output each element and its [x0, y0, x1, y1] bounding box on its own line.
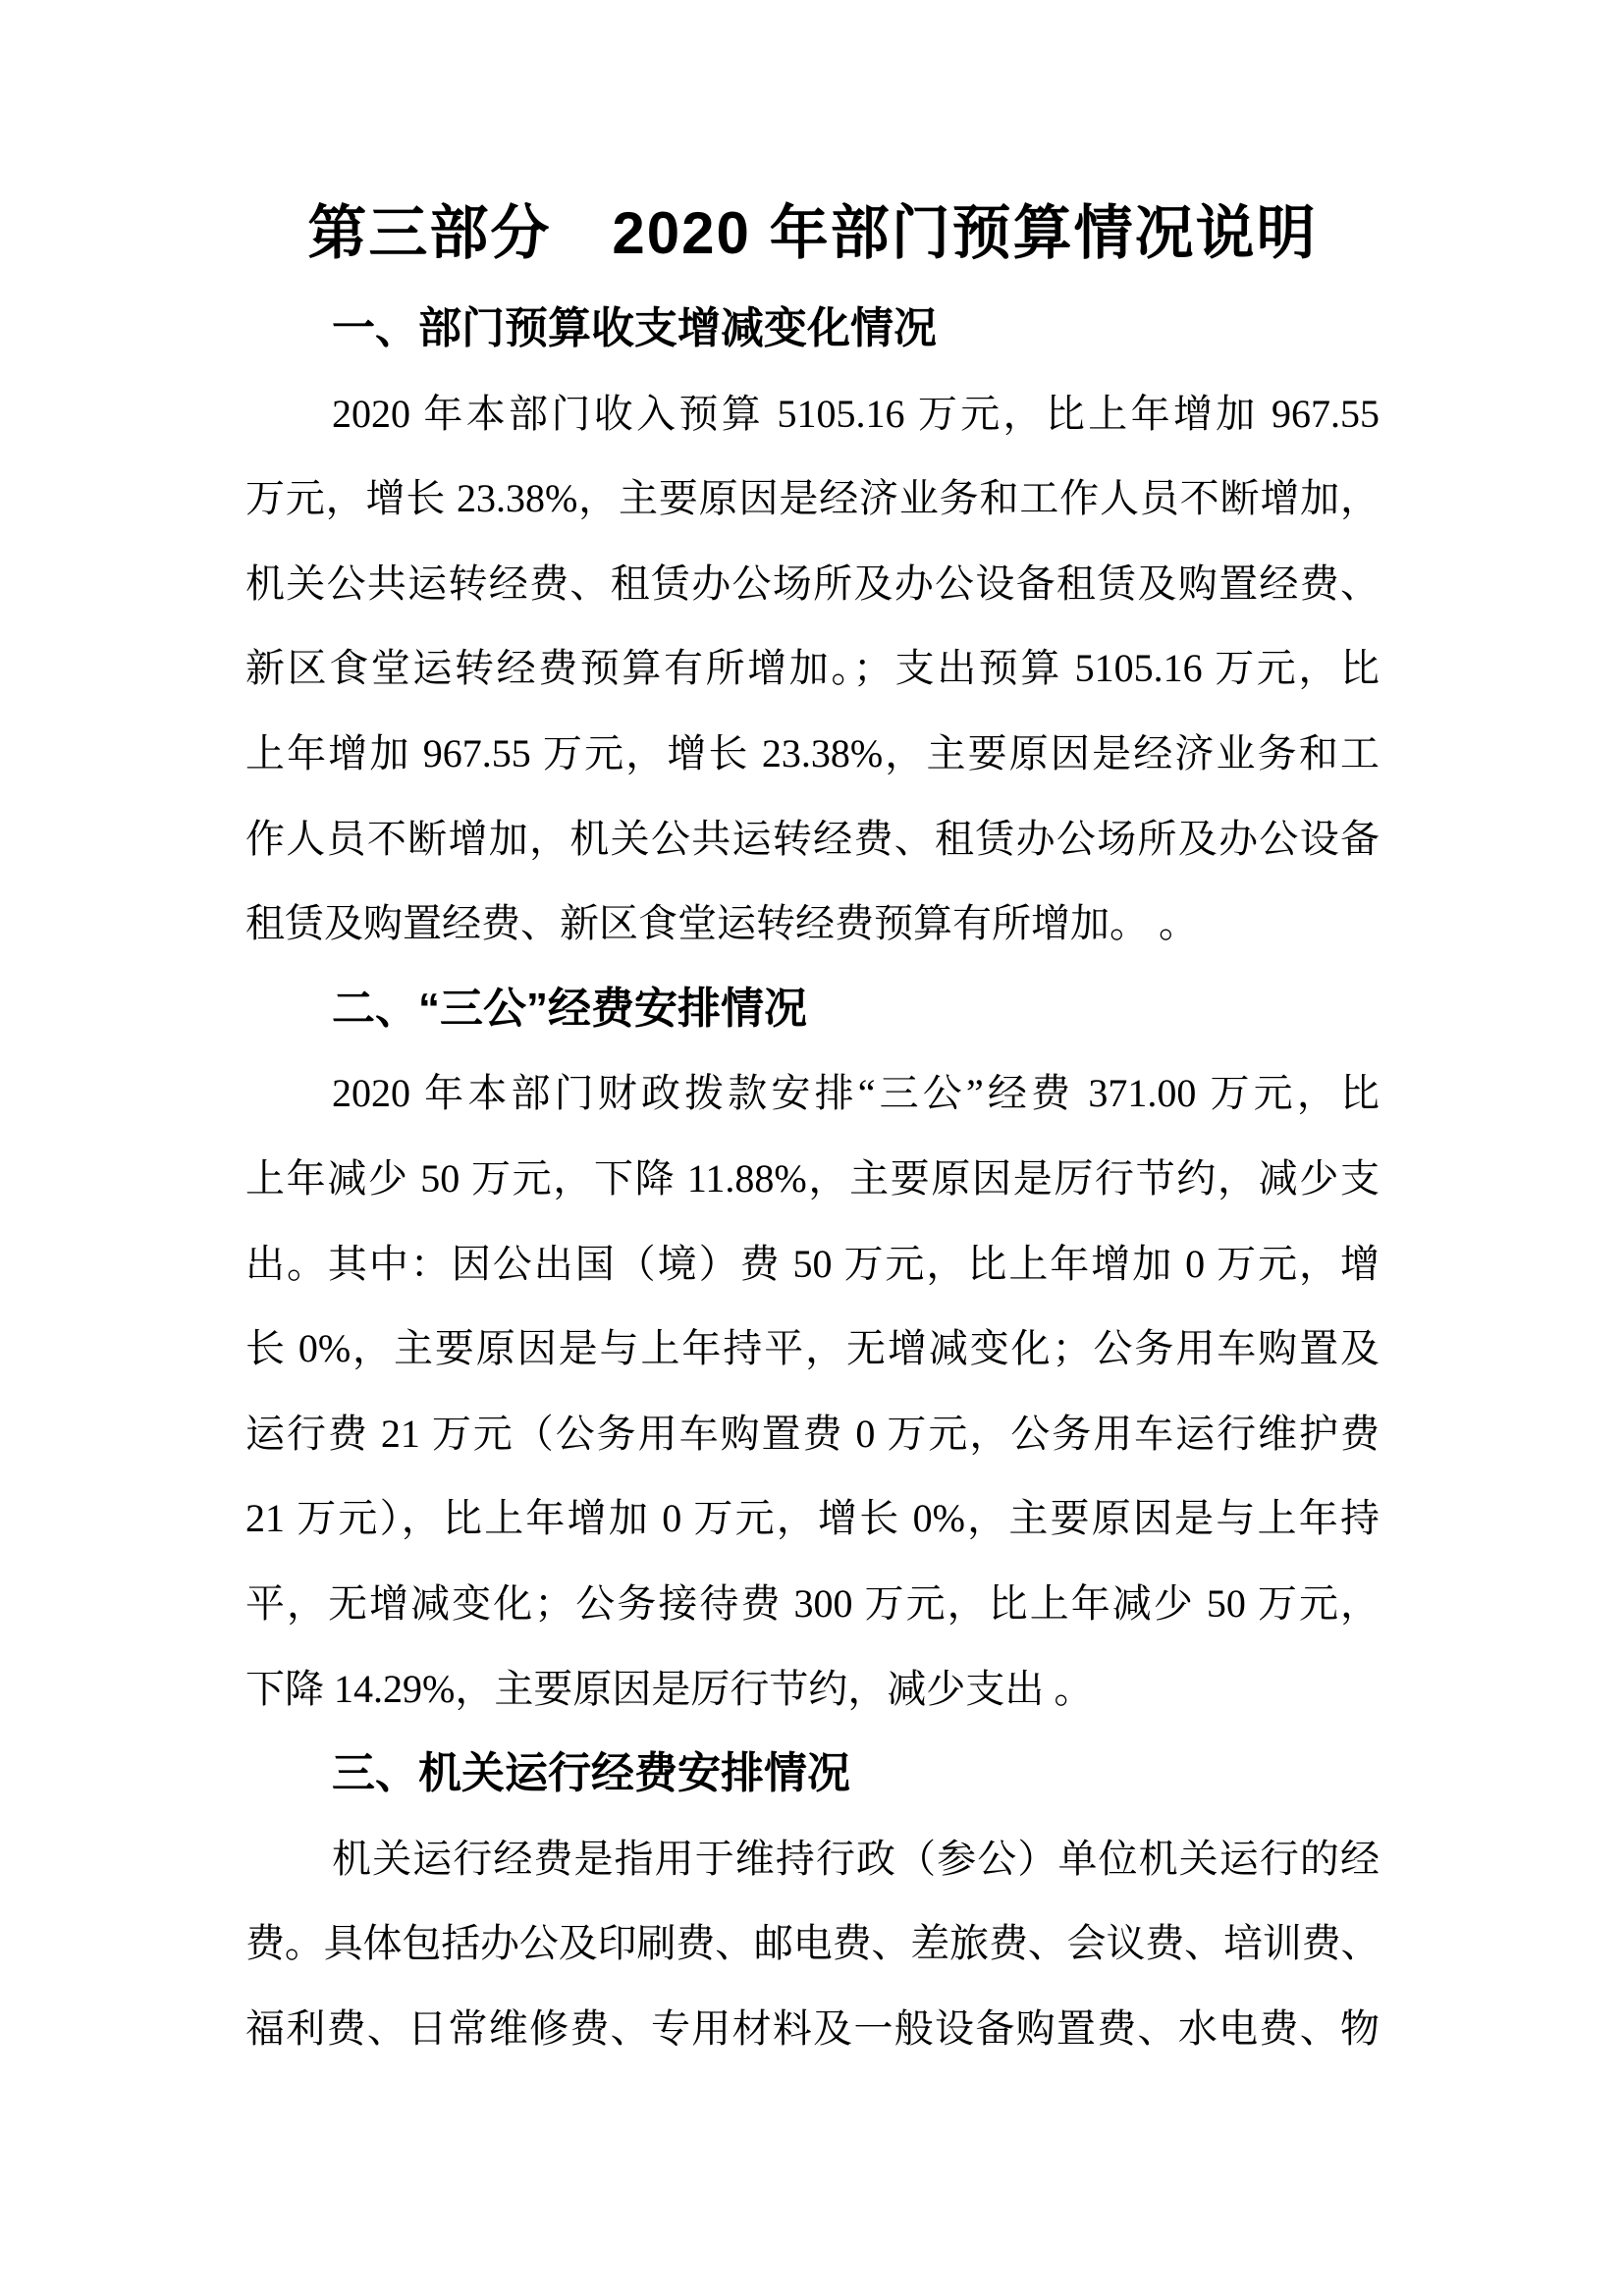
section-heading: 一、部门预算收支增减变化情况 — [332, 304, 937, 352]
body-line: 作人员不断增加，机关公共运转经费、租赁办公场所及办公设备 — [245, 816, 1380, 861]
section-heading: 三、机关运行经费安排情况 — [332, 1749, 850, 1798]
body-line: 租赁及购置经费、新区食堂运转经费预算有所增加。 。 — [245, 901, 1198, 946]
body-line: 运行费 21 万元（公务用车购置费 0 万元，公务用车运行维护费 — [245, 1411, 1380, 1456]
section-body — [245, 1817, 1380, 2072]
body-line: 机关公共运转经费、租赁办公场所及办公设备租赁及购置经费、 — [245, 561, 1380, 606]
body-line: 2020 年本部门收入预算 5105.16 万元，比上年增加 967.55 — [332, 391, 1380, 436]
body-line: 21 万元），比上年增加 0 万元，增长 0%，主要原因是与上年持 — [245, 1496, 1380, 1541]
body-line: 2020 年本部门财政拨款安排“三公”经费 371.00 万元，比 — [332, 1071, 1380, 1116]
body-line: 万元，增长 23.38%，主要原因是经济业务和工作人员不断增加， — [245, 476, 1380, 521]
section-budget-income-expense-changes — [245, 287, 1380, 967]
body-line: 下降 14.29%，主要原因是厉行节约，减少支出 。 — [245, 1666, 1094, 1711]
section-body — [245, 372, 1380, 967]
section-agency-operating-expenses — [245, 1732, 1380, 2071]
body-line: 平，无增减变化；公务接待费 300 万元，比上年减少 50 万元， — [245, 1580, 1380, 1626]
body-line: 上年减少 50 万元，下降 11.88%，主要原因是厉行节约，减少支 — [245, 1155, 1380, 1201]
body-line: 上年增加 967.55 万元，增长 23.38%，主要原因是经济业务和工 — [245, 730, 1380, 775]
body-line: 费。具体包括办公及印刷费、邮电费、差旅费、会议费、培训费、 — [245, 1921, 1380, 1966]
body-line: 新区食堂运转经费预算有所增加。；支出预算 5105.16 万元，比 — [245, 646, 1380, 691]
section-three-public-expenses — [245, 967, 1380, 1732]
section-body — [245, 1051, 1380, 1732]
document-title: 第三部分 2020 年部门预算情况说明 — [307, 200, 1318, 266]
body-line: 长 0%，主要原因是与上年持平，无增减变化；公务用车购置及 — [245, 1326, 1380, 1371]
body-line: 机关运行经费是指用于维持行政（参公）单位机关运行的经 — [332, 1836, 1380, 1881]
section-heading: 二、“三公”经费安排情况 — [332, 984, 807, 1033]
body-line: 福利费、日常维修费、专用材料及一般设备购置费、水电费、物 — [245, 2005, 1380, 2051]
body-line: 出。其中：因公出国（境）费 50 万元，比上年增加 0 万元，增 — [245, 1241, 1380, 1286]
